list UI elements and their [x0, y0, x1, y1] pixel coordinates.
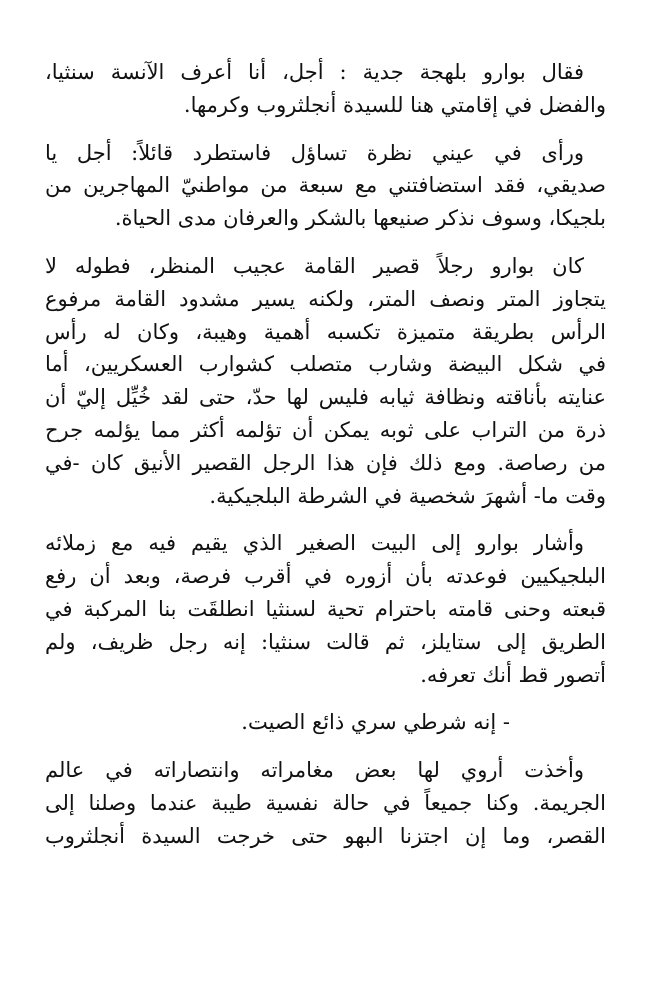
paragraph-6 [45, 754, 606, 852]
text-line: وأشار بوارو إلى البيت الصغير الذي يقيم فيه مع زملائه [45, 531, 584, 556]
text-line: الجريمة. وكنا جميعاً في حالة نفسية طيبة عندما وصلنا إلى [45, 790, 606, 815]
text-line: الطريق إلى ستايلز، ثم قالت سنثيا: إنه رجل ظريف، ولم [45, 629, 606, 654]
text-line: أتصور قط أنك تعرفه. [420, 662, 606, 687]
text-line: وأخذت أروي لها بعض مغامراته وانتصاراته في عالم [45, 758, 584, 783]
text-line: البلجيكيين فوعدته بأن أزوره في أقرب فرصة، وبعد أن رفع [45, 564, 606, 589]
text-line: القصر، وما إن اجتزنا البهو حتى خرجت السيدة أنجلثروب [45, 823, 606, 848]
text-line: كان بوارو رجلاً قصير القامة عجيب المنظر، فطوله لا [45, 253, 584, 278]
dialogue-line: - إنه شرطي سري ذائع الصيت. [241, 710, 510, 735]
text-line: ذرة من التراب على ثوبه يمكن أن تؤلمه أكثر مما يؤلمه جرح [45, 417, 606, 442]
paragraph-1 [45, 56, 606, 122]
text-line: صديقي، فقد استضافتني مع سبعة من مواطنيّ المهاجرين من [45, 173, 606, 198]
text-line: قبعته وحنى قامته باحترام تحية لسنثيا انطلقَت بنا المركبة في [45, 596, 606, 621]
text-line: ورأى في عيني نظرة تساؤل فاستطرد قائلاً: أجل يا [45, 140, 584, 165]
text-line: الرأس بطريقة متميزة تكسبه أهمية وهيبة، وكان له رأس [45, 319, 606, 344]
text-line: وقت ما- أشهرَ شخصية في الشرطة البلجيكية. [209, 483, 606, 508]
paragraph-2 [45, 137, 606, 235]
text-line: عنايته بأناقته ونظافة ثيابه فليس لها حدّ، حتى لقد خُيِّل إليّ أن [45, 385, 606, 410]
text-line: فقال بوارو بلهجة جدية : أجل، أنا أعرف الآنسة سنثيا، [45, 60, 584, 84]
text-line: بلجيكا، وسوف نذكر صنيعها بالشكر والعرفان مدى الحياة. [114, 206, 606, 231]
text-line: من رصاصة. ومع ذلك فإن هذا الرجل القصير الأنيق كان -في [45, 450, 606, 475]
paragraph-3 [45, 250, 606, 512]
text-line: والفضل في إقامتي هنا للسيدة أنجلثروب وكرمها. [183, 92, 606, 117]
text-line: يتجاوز المتر ونصف المتر، ولكنه يسير مشدود القامة مرفوع [45, 286, 606, 311]
paragraph-5-dialogue [45, 706, 606, 739]
text-line: في شكل البيضة وشارب متصلب كشوارب العسكريين، أما [45, 352, 606, 377]
paragraph-4 [45, 527, 606, 691]
